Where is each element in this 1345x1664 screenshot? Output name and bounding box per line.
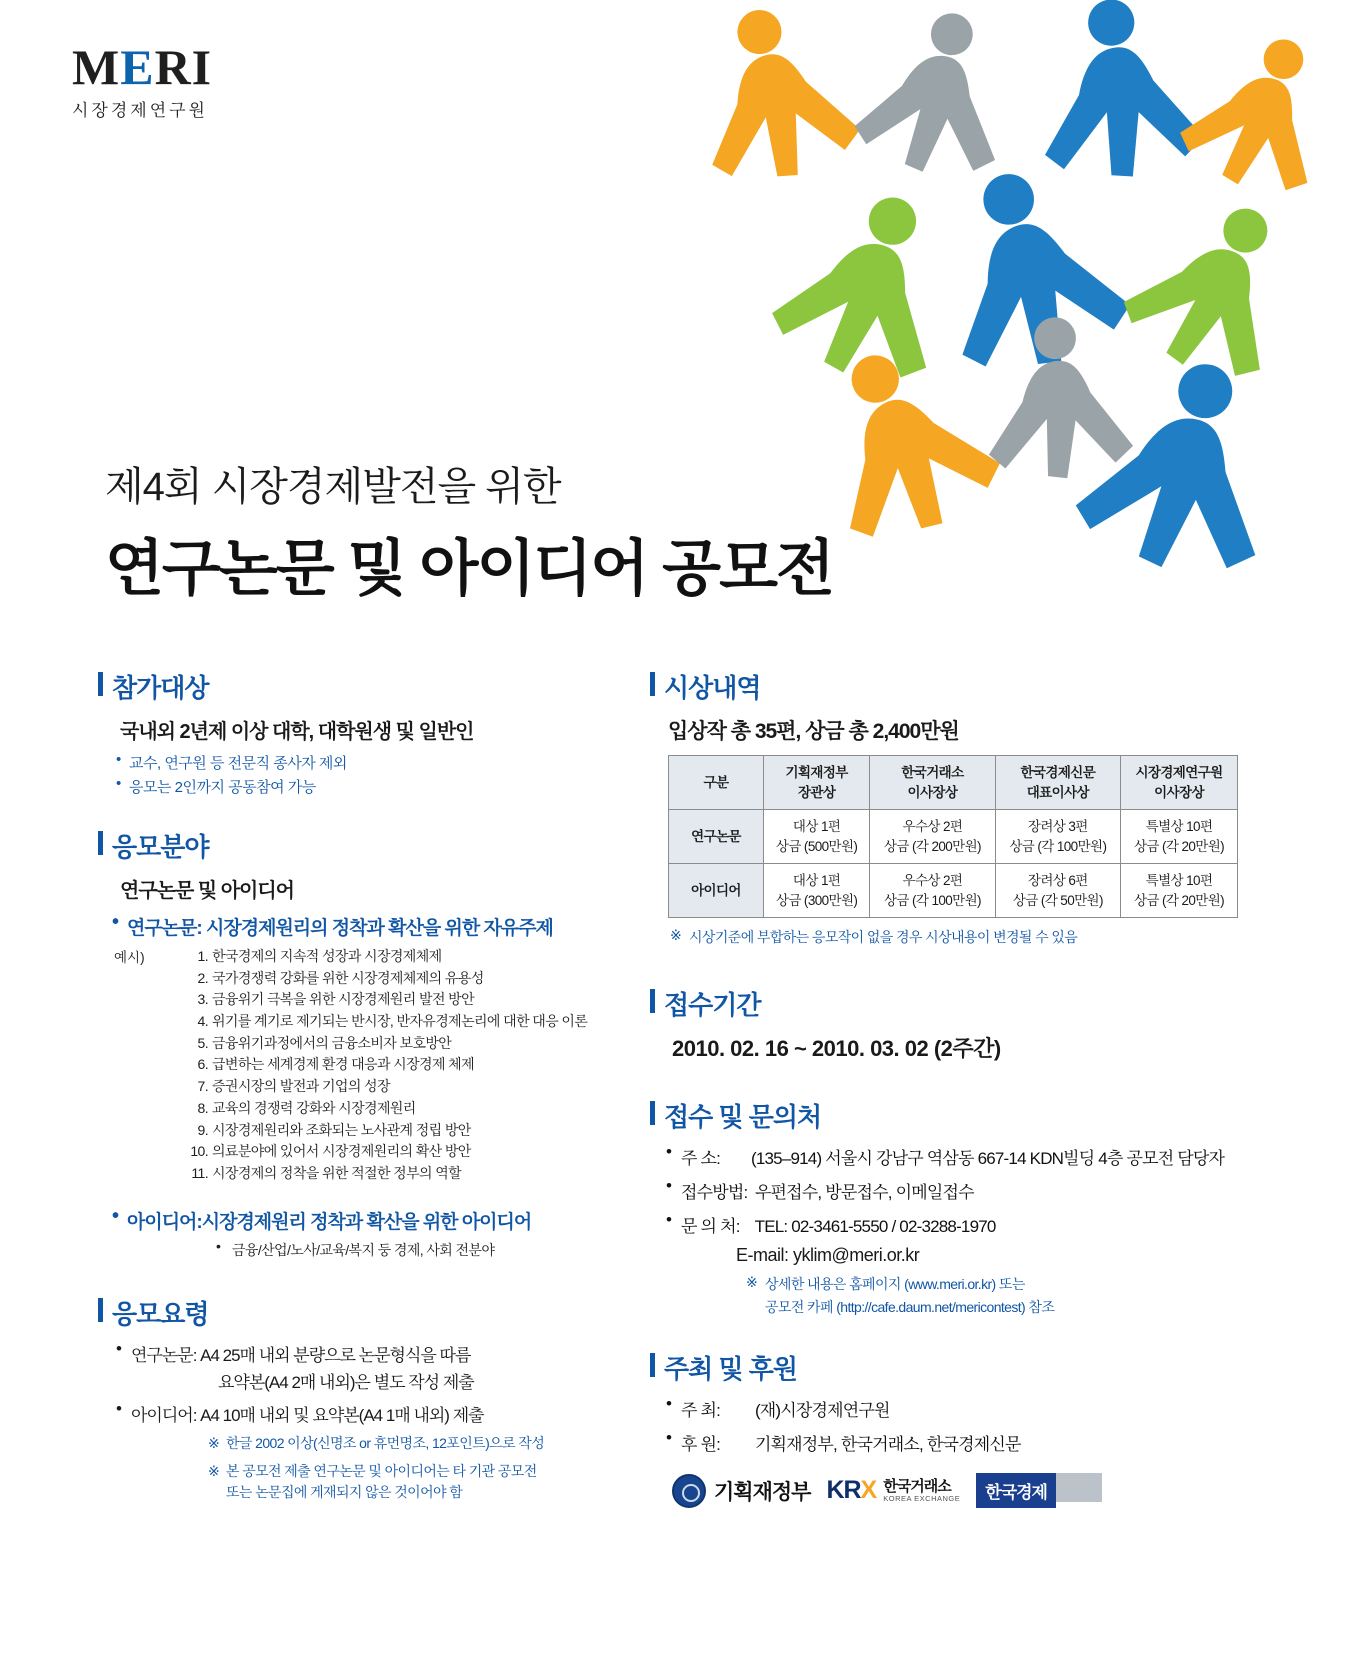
contact-address bbox=[666, 1144, 1260, 1169]
cell-paper-krx: 우수상 2편 상금 (각 200만원) bbox=[870, 810, 995, 864]
contact-tel-value: TEL: 02-3461-5550 / 02-3288-1970 bbox=[754, 1217, 996, 1237]
list-item: 시장경제의 정착을 위한 적절한 정부의 역할 bbox=[212, 1164, 462, 1181]
hankyung-bar-icon bbox=[1056, 1473, 1102, 1502]
contact-email[interactable]: E-mail: yklim@meri.or.kr bbox=[736, 1245, 920, 1266]
table-row bbox=[669, 810, 1238, 864]
sponsor-logos bbox=[672, 1473, 1260, 1508]
section-heading-fields: 응모분야 bbox=[98, 827, 658, 864]
requirement-note-2-cont: 또는 논문집에 게재되지 않은 것이어야 함 bbox=[226, 1484, 463, 1501]
section-awards bbox=[650, 668, 1260, 947]
section-heading-participants: 참가대상 bbox=[98, 668, 658, 705]
requirement-note-2: ※ 본 공모전 제출 연구논문 및 아이디어는 타 기관 공모전 bbox=[208, 1460, 658, 1482]
left-column bbox=[98, 668, 658, 1532]
fields-idea-sub: • 금융/산업/노사/교육/복지 둥 경제, 사회 전분야 bbox=[216, 1240, 658, 1260]
organizer-host bbox=[666, 1396, 1260, 1421]
requirement-item-1-sub: 요약본(A4 2매 내외)은 별도 작성 제출 bbox=[218, 1372, 474, 1392]
list-item: 금융위기 극복을 위한 시장경제원리 발전 방안 bbox=[212, 991, 475, 1008]
contact-tel-label: 문 의 처: bbox=[681, 1217, 740, 1237]
list-item: 한국경제의 지속적 성장과 시장경제체제 bbox=[212, 948, 442, 964]
contact-note-2: 공모전 카페 (http://cafe.daum.net/mericontest) 참조 bbox=[765, 1299, 1055, 1316]
examples-label: 예시) bbox=[114, 950, 145, 965]
poster-title bbox=[105, 455, 925, 607]
cell-idea-krx: 우수상 2편 상금 (각 100만원) bbox=[870, 864, 995, 918]
logo-wordmark: MERI bbox=[72, 39, 213, 95]
contact-tel bbox=[666, 1212, 1260, 1237]
meri-logo bbox=[72, 39, 292, 121]
list-item: 의료분야에 있어서 시장경제원리의 확산 방안 bbox=[212, 1143, 471, 1160]
cell-idea-meri: 특별상 10편 상금 (각 20만원) bbox=[1121, 864, 1238, 918]
sponsor-hankyung bbox=[976, 1473, 1102, 1508]
col-header-category: 구분 bbox=[669, 756, 764, 810]
organizer-host-value: (재)시장경제연구원 bbox=[754, 1401, 890, 1421]
table-header-row bbox=[669, 756, 1238, 810]
krx-korean-label: 한국거래소 KOREA EXCHANGE bbox=[883, 1478, 961, 1503]
organizer-support-value: 기획재정부, 한국거래소, 한국경제신문 bbox=[754, 1435, 1021, 1455]
cell-paper-hankyung: 장려상 3편 상금 (각 100만원) bbox=[995, 810, 1120, 864]
sponsor-moef-label: 기획재정부 bbox=[714, 1480, 811, 1504]
contact-note-1: ※ 상세한 내용은 홈페이지 (www.meri.or.kr) 또는 bbox=[746, 1274, 1260, 1294]
requirement-item-1: • 연구논문: A4 25매 내외 분량으로 논문형식을 따름 bbox=[116, 1341, 658, 1366]
contact-address-label: 주 소: bbox=[681, 1149, 721, 1169]
section-contact bbox=[650, 1097, 1260, 1317]
period-value: 2010. 02. 16 ~ 2010. 03. 02 (2주간) bbox=[672, 1036, 1001, 1062]
contact-method-value: 우편접수, 방문접수, 이메일접수 bbox=[754, 1183, 974, 1203]
col-header-krx: 한국거래소 이사장상 bbox=[870, 756, 995, 810]
section-fields bbox=[98, 827, 658, 1260]
section-heading-contact: 접수 및 문의처 bbox=[650, 1097, 1260, 1134]
list-item: 교육의 경쟁력 강화와 시장경제원리 bbox=[212, 1099, 416, 1116]
fields-examples bbox=[114, 946, 658, 1185]
list-item: 위기를 계기로 제기되는 반시장, 반자유경제논리에 대한 대응 이론 bbox=[212, 1013, 588, 1030]
row-label-idea: 아이디어 bbox=[669, 864, 764, 918]
logo-subtitle: 시장경제연구원 bbox=[72, 101, 208, 120]
examples-list bbox=[186, 946, 658, 1185]
col-header-hankyung: 한국경제신문 대표이사상 bbox=[995, 756, 1120, 810]
section-heading-organizers: 주최 및 후원 bbox=[650, 1349, 1260, 1386]
list-item: 금융위기과정에서의 금융소비자 보호방안 bbox=[212, 1034, 452, 1051]
list-item: • 교수, 연구원 등 전문직 종사자 제외 bbox=[116, 752, 658, 773]
sponsor-krx bbox=[826, 1476, 960, 1505]
section-requirements bbox=[98, 1294, 658, 1503]
right-column bbox=[650, 668, 1260, 1538]
col-header-moef: 기획재정부 장관상 bbox=[764, 756, 870, 810]
cell-paper-moef: 대상 1편 상금 (500만원) bbox=[764, 810, 870, 864]
row-label-paper: 연구논문 bbox=[669, 810, 764, 864]
list-item: 급변하는 세계경제 환경 대응과 시장경제 체제 bbox=[212, 1056, 475, 1073]
section-period bbox=[650, 985, 1260, 1063]
requirement-note-1: ※ 한글 2002 이상(신명조 or 휴먼명조, 12포인트)으로 작성 bbox=[208, 1432, 658, 1454]
list-item: • 응모는 2인까지 공동참여 가능 bbox=[116, 776, 658, 797]
sponsor-hankyung-label: 한국경제 bbox=[976, 1473, 1056, 1508]
awards-table bbox=[668, 755, 1238, 918]
fields-paper-bullet: • 연구논문: 시장경제원리의 정착과 확산을 위한 자유주제 bbox=[112, 913, 658, 940]
section-heading-requirements: 응모요령 bbox=[98, 1294, 658, 1331]
fields-idea-bullet: • 아이디어:시장경제원리 정착과 확산을 위한 아이디어 bbox=[112, 1207, 658, 1234]
krx-wordmark: KRX bbox=[826, 1476, 877, 1505]
title-main: 연구논문 및 아이디어 공모전 bbox=[105, 534, 833, 602]
cell-idea-moef: 대상 1편 상금 (300만원) bbox=[764, 864, 870, 918]
col-header-meri: 시장경제연구원 이사장상 bbox=[1121, 756, 1238, 810]
awards-note: ※ 시상기준에 부합하는 응모작이 없을 경우 시상내용이 변경될 수 있음 bbox=[670, 927, 1260, 947]
section-heading-period: 접수기간 bbox=[650, 985, 1260, 1022]
government-seal-icon bbox=[672, 1474, 706, 1508]
section-organizers bbox=[650, 1349, 1260, 1508]
title-subline: 제4회 시장경제발전을 위한 bbox=[105, 465, 561, 509]
participants-bullets bbox=[116, 752, 658, 797]
contact-address-value: (135–914) 서울시 강남구 역삼동 667-14 KDN빌딩 4층 공모전 담당자 bbox=[751, 1149, 1225, 1169]
organizer-support bbox=[666, 1430, 1260, 1455]
section-heading-awards: 시상내역 bbox=[650, 668, 1260, 705]
organizer-support-label: 후 원: bbox=[681, 1435, 721, 1455]
contact-method-label: 접수방법: bbox=[681, 1183, 748, 1203]
participants-lead: 국내외 2년제 이상 대학, 대학원생 및 일반인 bbox=[120, 721, 474, 743]
table-row bbox=[669, 864, 1238, 918]
organizer-host-label: 주 최: bbox=[681, 1401, 721, 1421]
sponsor-moef bbox=[672, 1474, 810, 1508]
requirement-item-2: • 아이디어: A4 10매 내외 및 요약본(A4 1매 내외) 제출 bbox=[116, 1401, 658, 1426]
list-item: 시장경제원리와 조화되는 노사관계 정립 방안 bbox=[212, 1121, 471, 1138]
cell-paper-meri: 특별상 10편 상금 (각 20만원) bbox=[1121, 810, 1238, 864]
section-participants bbox=[98, 668, 658, 797]
list-item: 증권시장의 발전과 기업의 성장 bbox=[212, 1078, 390, 1095]
cell-idea-hankyung: 장려상 6편 상금 (각 50만원) bbox=[995, 864, 1120, 918]
contact-method bbox=[666, 1178, 1260, 1203]
awards-lead: 입상작 총 35편, 상금 총 2,400만원 bbox=[668, 720, 959, 743]
fields-lead: 연구논문 및 아이디어 bbox=[120, 880, 294, 902]
list-item: 국가경쟁력 강화를 위한 시장경제체제의 유용성 bbox=[212, 969, 484, 986]
